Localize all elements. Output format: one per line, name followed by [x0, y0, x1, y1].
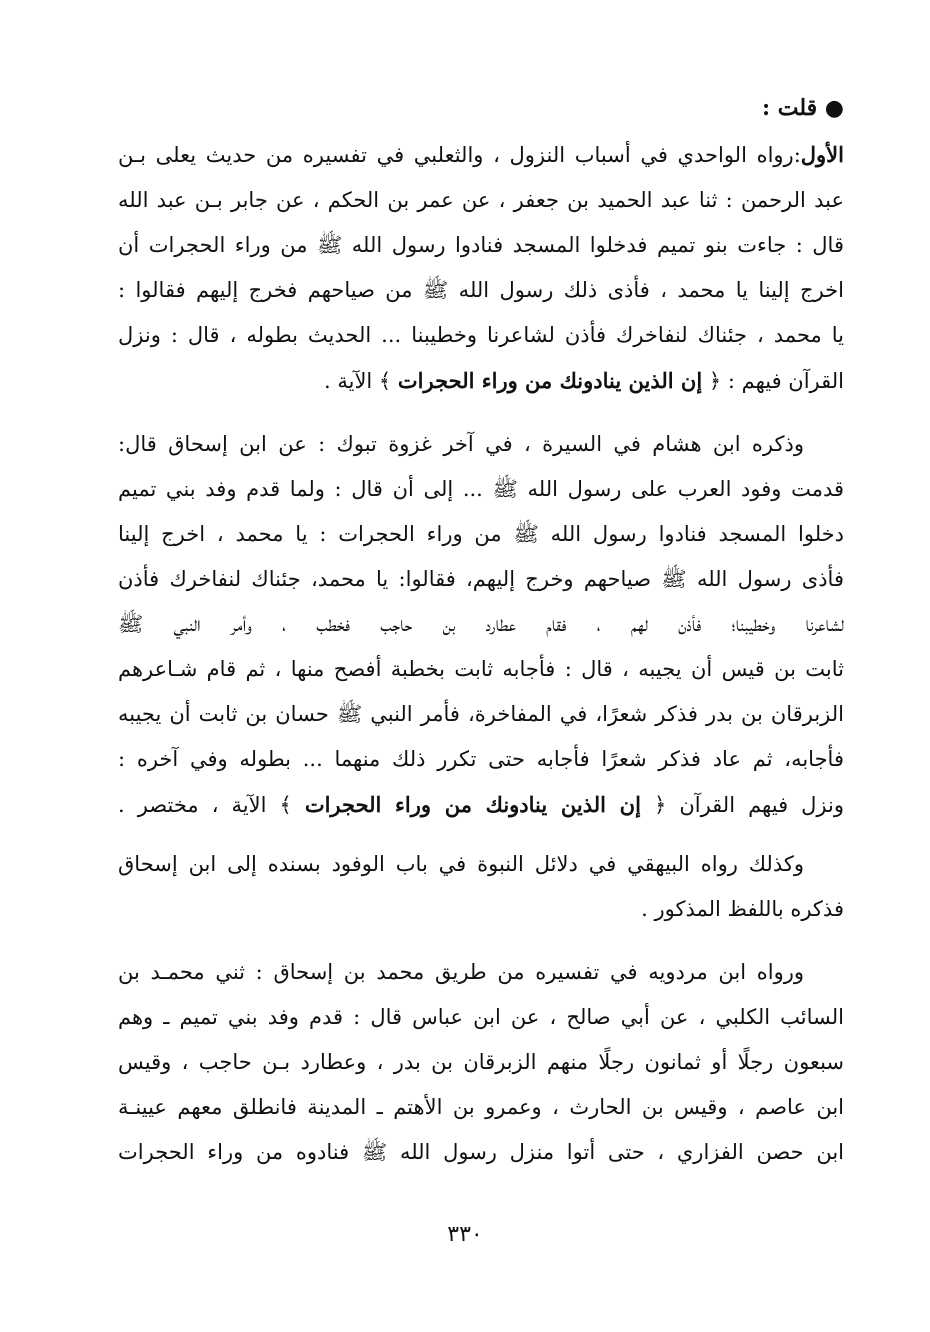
text-line: ورواه ابن مردويه في تفسيره من طريق محمد بن إسحاق : ثني محمـد بن	[118, 960, 804, 984]
text-line: دخلوا المسجد فنادوا رسول الله ﷺ من وراء الحجرات : يا محمد ، اخرج إلينا	[118, 522, 844, 546]
page-number: ٣٣٠	[447, 1222, 483, 1247]
text-line: الأول:رواه الواحدي في أسباب النزول ، والثعلبي في تفسيره من حديث يعلى بـن	[118, 142, 844, 167]
text-line: ثابت بن قيس أن يجيبه ، قال : فأجابه ثابت بخطبة أفصح منها ، ثم قام شـاعرهم	[118, 657, 844, 681]
heading-text: قلت :	[761, 95, 818, 121]
bullet-icon: ●	[824, 95, 844, 121]
text-line: الزبرقان بن بدر فذكر شعرًا، في المفاخرة، فأمر النبي ﷺ حسان بن ثابت أن يجيبه	[118, 702, 844, 726]
main-text	[118, 88, 844, 1175]
text-line: وذكره ابن هشام في السيرة ، في آخر غزوة تبوك : عن ابن إسحاق قال:	[118, 432, 804, 456]
text-line: يا محمد ، جئناك لنفاخرك فأذن لشاعرنا وخطيبنا ... الحديث بطوله ، قال : ونزل	[118, 323, 844, 347]
text-line: قدمت وفود العرب على رسول الله ﷺ ... إلى أن قال : ولما قدم وفد بني تميم	[118, 477, 844, 501]
text-line: عبد الرحمن : ثنا عبد الحميد بن جعفر ، عن عمر بن الحكم ، عن جابر بـن عبد الله	[118, 188, 844, 212]
text-line: سبعون رجلًا أو ثمانون رجلًا منهم الزبرقان بن بدر ، وعطارد بـن حاجب ، وقيس	[118, 1050, 844, 1074]
quran-quote: إن الذين ينادونك من وراء الحجرات	[397, 368, 703, 393]
quran-quote: إن الذين ينادونك من وراء الحجرات	[304, 792, 641, 817]
text-line: قال : جاءت بنو تميم فدخلوا المسجد فنادوا رسول الله ﷺ من وراء الحجرات أن	[118, 233, 844, 257]
paragraph-3	[118, 842, 844, 932]
bold-term: الأول	[800, 142, 844, 167]
paragraph-2	[118, 422, 844, 828]
text-line: فأذى رسول الله ﷺ صياحهم وخرج إليهم، فقالوا: يا محمد، جئناك لنفاخرك فأذن	[118, 567, 844, 591]
paragraph-4	[118, 950, 844, 1175]
text-line: فذكره باللفظ المذكور .	[641, 897, 844, 921]
text-line: لشاعرنا وخطيبنا؛ فأذن لهم ، فقام عطارد بن حاجب فخطب ، وأمر النبي ﷺ	[118, 612, 844, 636]
text-line: وكذلك رواه البيهقي في دلائل النبوة في باب الوفود بسنده إلى ابن إسحاق	[118, 852, 804, 876]
text-line: ابن حصن الفزاري ، حتى أتوا منزل رسول الله ﷺ فنادوه من وراء الحجرات	[118, 1140, 844, 1164]
text-line: ونزل فيهم القرآن ﴿ إن الذين ينادونك من وراء الحجرات ﴾ الآية ، مختصر .	[118, 792, 844, 817]
text-line: ابن عاصم ، وقيس بن الحارث ، وعمرو بن الأهتم ـ المدينة فانطلق معهم عيينـة	[118, 1095, 844, 1119]
section-heading	[118, 88, 844, 128]
paragraph-1	[118, 132, 844, 404]
text-line: السائب الكلبي ، عن أبي صالح ، عن ابن عباس قال : قدم وفد بني تميم ـ وهم	[118, 1005, 844, 1029]
text-line: فأجابه، ثم عاد فذكر شعرًا فأجابه حتى تكرر ذلك منهما ... بطوله وفي آخره :	[118, 747, 844, 771]
text-line: اخرج إلينا يا محمد ، فأذى ذلك رسول الله ﷺ من صياحهم فخرج إليهم فقالوا :	[118, 278, 844, 302]
text-line: القرآن فيهم : ﴿ إن الذين ينادونك من وراء الحجرات ﴾ الآية .	[323, 368, 844, 393]
